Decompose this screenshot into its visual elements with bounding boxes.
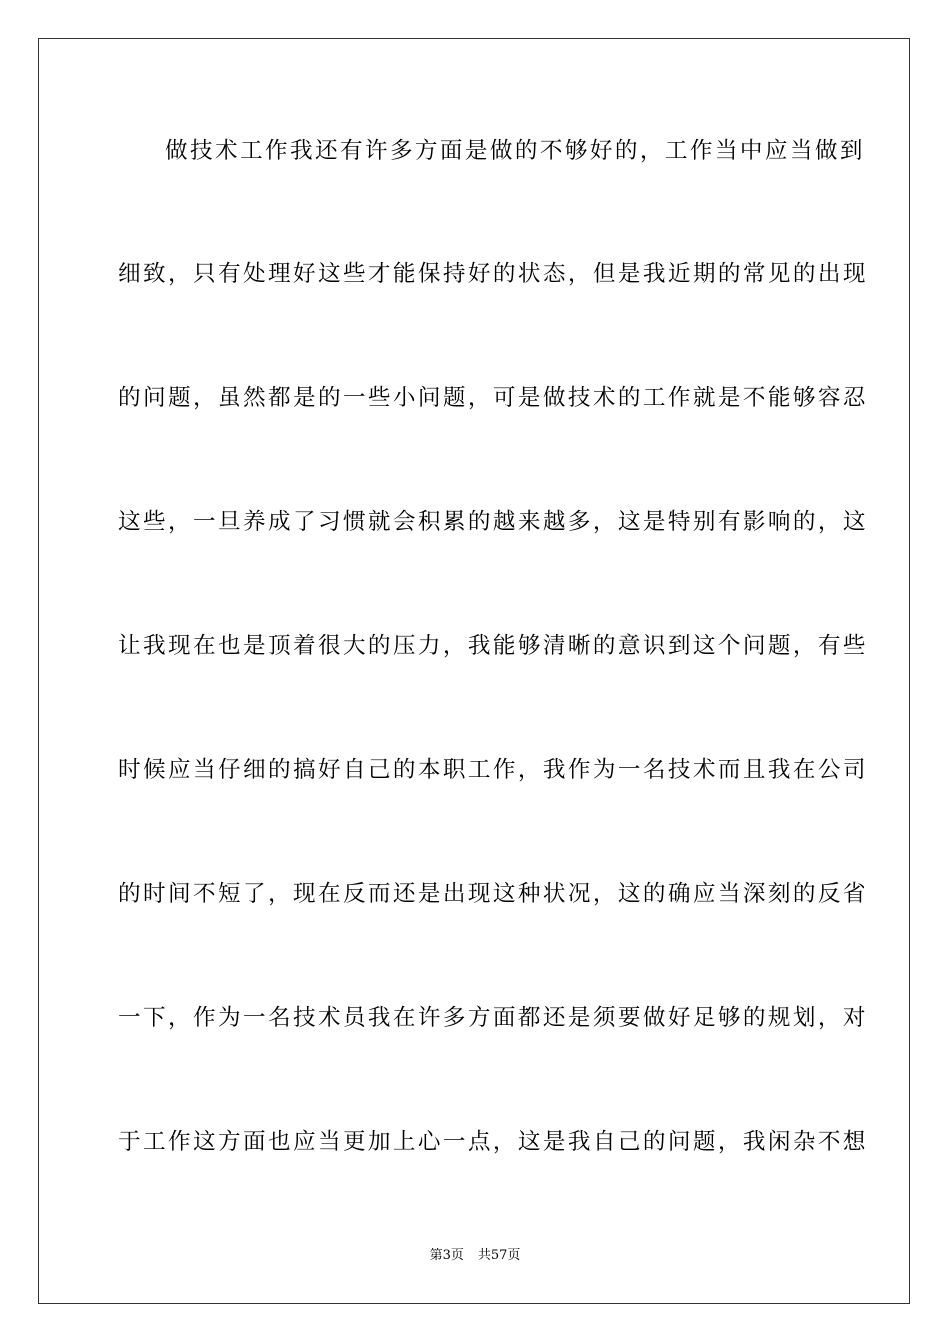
page-footer: [0, 1247, 950, 1265]
text-line-2: 细致，只有处理好这些才能保持好的状态，但是我近期的常见的出现: [118, 261, 868, 287]
page-border: [38, 38, 910, 1304]
page-number: 第3页: [429, 1248, 464, 1263]
text-line-8: 一下，作为一名技术员我在许多方面都还是须要做好足够的规划，对: [118, 1005, 868, 1031]
text-line-6: 时候应当仔细的搞好自己的本职工作，我作为一名技术而且我在公司: [118, 757, 868, 783]
text-line-7: 的时间不短了，现在反而还是出现这种状况，这的确应当深刻的反省: [118, 881, 868, 907]
text-line-4: 这些，一旦养成了习惯就会积累的越来越多，这是特别有影响的，这: [118, 509, 868, 535]
text-line-9: 于工作这方面也应当更加上心一点，这是我自己的问题，我闲杂不想: [118, 1129, 868, 1155]
text-line-1: 做技术工作我还有许多方面是做的不够好的，工作当中应当做到: [165, 138, 865, 164]
page-total: 共57页: [477, 1248, 521, 1263]
text-line-5: 让我现在也是顶着很大的压力，我能够清晰的意识到这个问题，有些: [118, 633, 868, 659]
text-line-3: 的问题，虽然都是的一些小问题，可是做技术的工作就是不能够容忍: [118, 385, 868, 411]
